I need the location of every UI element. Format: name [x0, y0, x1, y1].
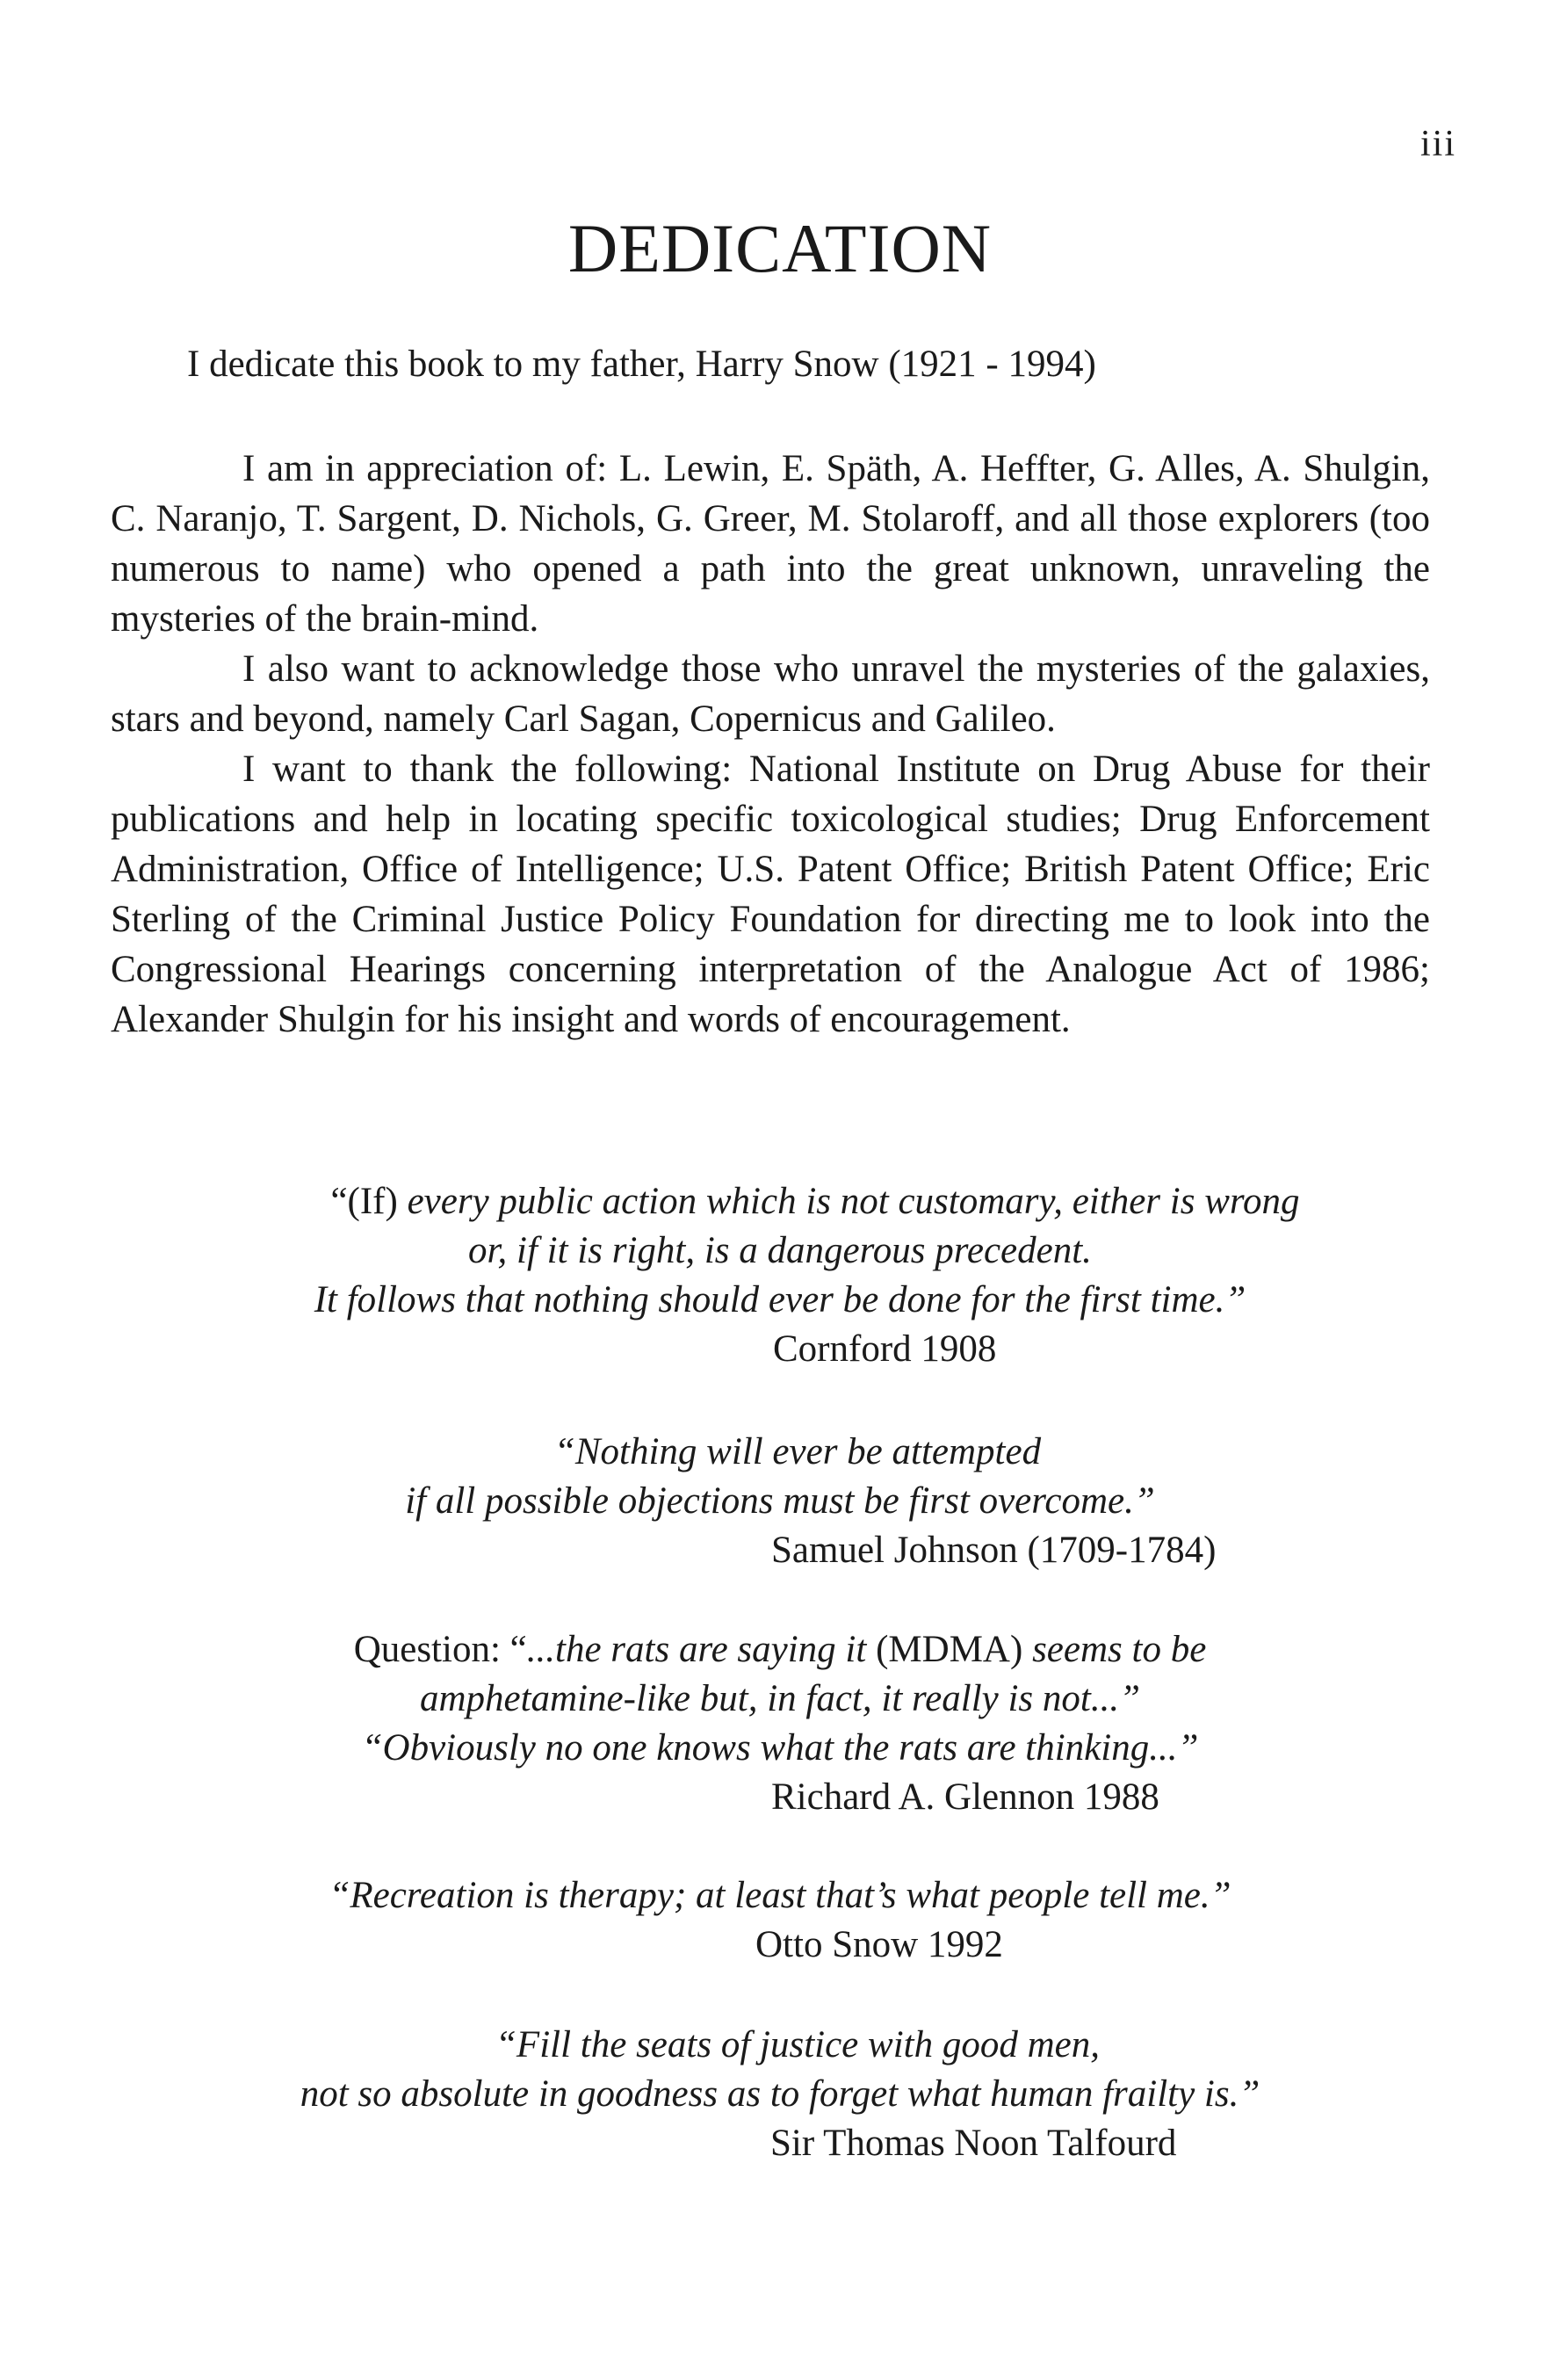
quote-attribution: Cornford 1908 [773, 1328, 997, 1370]
quote-attribution: Otto Snow 1992 [755, 1924, 1003, 1965]
quote-line: or, if it is right, is a dangerous precedent. [468, 1230, 1092, 1271]
quote-glennon [0, 1625, 1560, 1822]
paragraph-galaxies: I also want to acknowledge those who unravel the mysteries of the galaxies, stars and beyond, namely Carl Sagan, Copernicus and Galileo. [111, 648, 1430, 740]
quote-line: “Nothing will ever be attempted [553, 1431, 1042, 1472]
paragraph-thanks: I want to thank the following: National Institute on Drug Abuse for their publications and help in locating specific toxicological studies; Drug Enforcement Administration, Office of Intelligence; U.S. Patent Office; British Patent Office; Eric Sterling of the Criminal Justice Policy Foundation for directing me to look into the Congressional Hearings concerning interpretation of the Analogue Act of 1986; Alexander Shulgin for his insight and words of encouragement. [111, 749, 1430, 1040]
quote-line: not so absolute in goodness as to forget what human frailty is.” [300, 2073, 1260, 2115]
quote-otto-snow [0, 1871, 1560, 1970]
quote-lead: “(If) [330, 1181, 408, 1222]
quote-attribution: Richard A. Glennon 1988 [771, 1776, 1159, 1818]
quote-line: amphetamine-like but, in fact, it really is not...” [419, 1678, 1141, 1719]
quote-attribution: Sir Thomas Noon Talfourd [770, 2123, 1177, 2164]
quote-line: “Obviously no one knows what the rats are thinking...” [361, 1727, 1199, 1769]
quote-line: ...the rats are saying it [526, 1629, 877, 1670]
quote-talfourd [0, 2021, 1560, 2168]
quote-line: “Recreation is therapy; at least that’s what people tell me.” [329, 1875, 1231, 1916]
acknowledgements [111, 444, 1430, 1045]
page-number: iii [1419, 124, 1456, 164]
quote-cornford [0, 1177, 1560, 1374]
quote-line: “Fill the seats of justice with good men, [495, 2024, 1100, 2065]
quote-johnson [0, 1428, 1560, 1575]
quote-line: every public action which is not customary, either is wrong [407, 1181, 1300, 1222]
quote-lead: Question: “ [353, 1629, 527, 1670]
quote-line: if all possible objections must be first overcome.” [405, 1480, 1155, 1522]
quote-insert: (MDMA) [876, 1629, 1023, 1670]
quote-line: It follows that nothing should ever be done for the first time.” [314, 1279, 1246, 1320]
quote-attribution: Samuel Johnson (1709-1784) [771, 1530, 1217, 1571]
page-title: DEDICATION [567, 210, 993, 286]
dedication-line: I dedicate this book to my father, Harry Snow (1921 - 1994) [187, 344, 1096, 385]
paragraph-appreciation: I am in appreciation of: L. Lewin, E. Späth, A. Heffter, G. Alles, A. Shulgin, C. Naranjo, T. Sargent, D. Nichols, G. Greer, M. Stolaroff, and all those explorers (too numerous to name) who opened a path into the great unknown, unraveling the mysteries of the brain-mind. [111, 448, 1430, 640]
quote-line: seems to be [1022, 1629, 1207, 1670]
